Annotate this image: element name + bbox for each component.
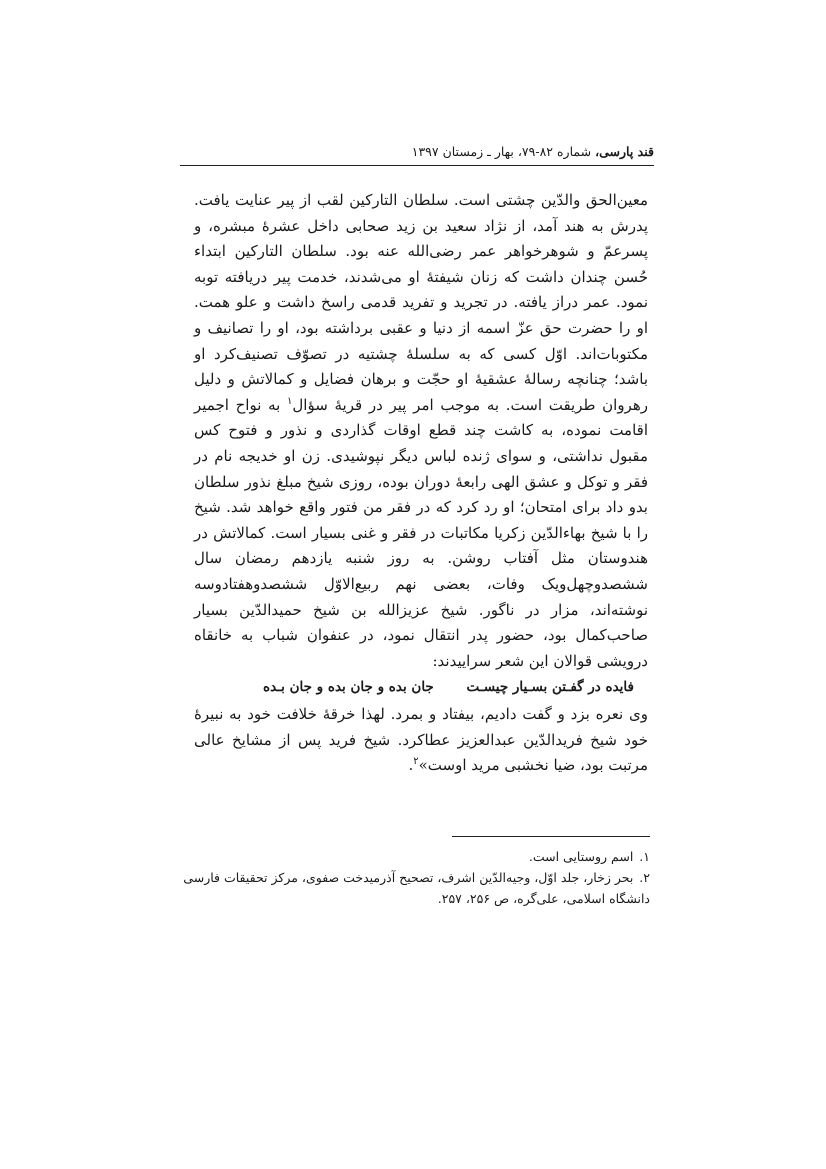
main-text	[194, 188, 648, 779]
footnote-2-number: ۲.	[639, 870, 650, 885]
footnote-ref-1[interactable]: ۱	[287, 395, 293, 407]
verse-first-hemistich: فایده در گفـتن بسـیار چیسـت	[466, 679, 634, 696]
poem-verse	[194, 676, 648, 698]
footnote-2-text: بحر زخار، جلد اوّل، وجیه‌الدّین اشرف، تصحیح آذرمیدخت صفوی، مرکز تحقیقات فارسی دانشگاه اسلامی، علی‌گره، ص ۲۵۶، ۲۵۷.	[183, 870, 650, 906]
paragraph-2-end: .	[408, 756, 414, 775]
footnote-1-text: اسم روستایی است.	[528, 849, 634, 864]
paragraph-1	[194, 188, 648, 674]
paragraph-1-part-b: به نواح اجمیر اقامت نموده، به کاشت چند قطع اوقات گذاردی و نذور و فتوح کس مقبول نداشتی، و سوای ژنده لباس دیگر نپوشیدی. زن او خدیجه نام در فقر و توکل و عشق الهی رابعهٔ دوران بوده، روزی شیخ مبلغ نذور سلطان بدو داد برای امتحان؛ او رد کرد که در فقر من فتور واقع خواهد شد. شیخ را با شیخ بهاءالدّین زکریا مکاتبات در فقر و غنی بسیار است. کمالاتش در هندوستان مثل آفتاب روشن. به روز شنبه یازدهم رمضان سال ششصدوچهل‌ویک وفات، بعضی نهم ربیع‌الاوّل ششصدوهفتادوسه نوشته‌اند، مزار در ناگور. شیخ عزیزالله بن شیخ حمیدالدّین بسیار صاحب‌کمال بود، حضور پدر انتقال نمود، در عنفوان شباب به خانقاه درویشی قوالان این شعر سراییدند:	[194, 395, 648, 670]
verse-second-hemistich: جان بده و جان بده و جان بـده	[263, 679, 434, 696]
paragraph-2	[194, 702, 648, 779]
footnote-2	[175, 867, 650, 909]
paragraph-2-text: وی نعره بزد و گفت دادیم، بیفتاد و بمرد. لهذا خرقهٔ خلافت خود به نبیرهٔ خود شیخ فریدالدّین عبدالعزیز عطاکرد. شیخ فرید پس از مشایخ عالی مرتبت بود، ضیا نخشبی مرید اوست»	[194, 705, 648, 775]
issue-info: شماره ۸۲-۷۹، بهار ـ زمستان ۱۳۹۷	[411, 144, 596, 159]
footnote-1-number: ۱.	[639, 849, 650, 864]
footnotes	[175, 846, 650, 909]
footnote-divider	[452, 836, 650, 837]
running-header	[180, 142, 654, 166]
footnote-1	[175, 846, 650, 867]
footnote-ref-2[interactable]: ۲	[413, 756, 419, 768]
journal-name: قند پارسی،	[595, 144, 654, 159]
paragraph-1-part-a: معین‌الحق والدّین چشتی است. سلطان التارکین لقب از پیر عنایت یافت. پدرش به هند آمد، از نژاد سعید بن زید صحابی داخل عشرهٔ مبشره، و پسرعمّ و شوهرخواهر عمر رضی‌الله عنه بود. سلطان التارکین ابتداء حُسن چندان داشت که زنان شیفتهٔ او می‌شدند، خدمت پیر دریافته توبه نمود. عمر دراز یافته. در تجرید و تفرید قدمی راسخ داشت و علو همت. او را حضرت حق عزّ اسمه از دنیا و عقبی برداشته بود، او را تصانیف و مکتوبات‌اند. اوّل کسی که به سلسلهٔ چشتیه در تصوّف تصنیف‌کرد او باشد؛ چنانچه رسالهٔ عشقیهٔ او حجّت و برهان فضایل و کمالاتش و دلیل رهروان طریقت است. به موجب امر پیر در قریهٔ سؤال	[194, 191, 648, 414]
